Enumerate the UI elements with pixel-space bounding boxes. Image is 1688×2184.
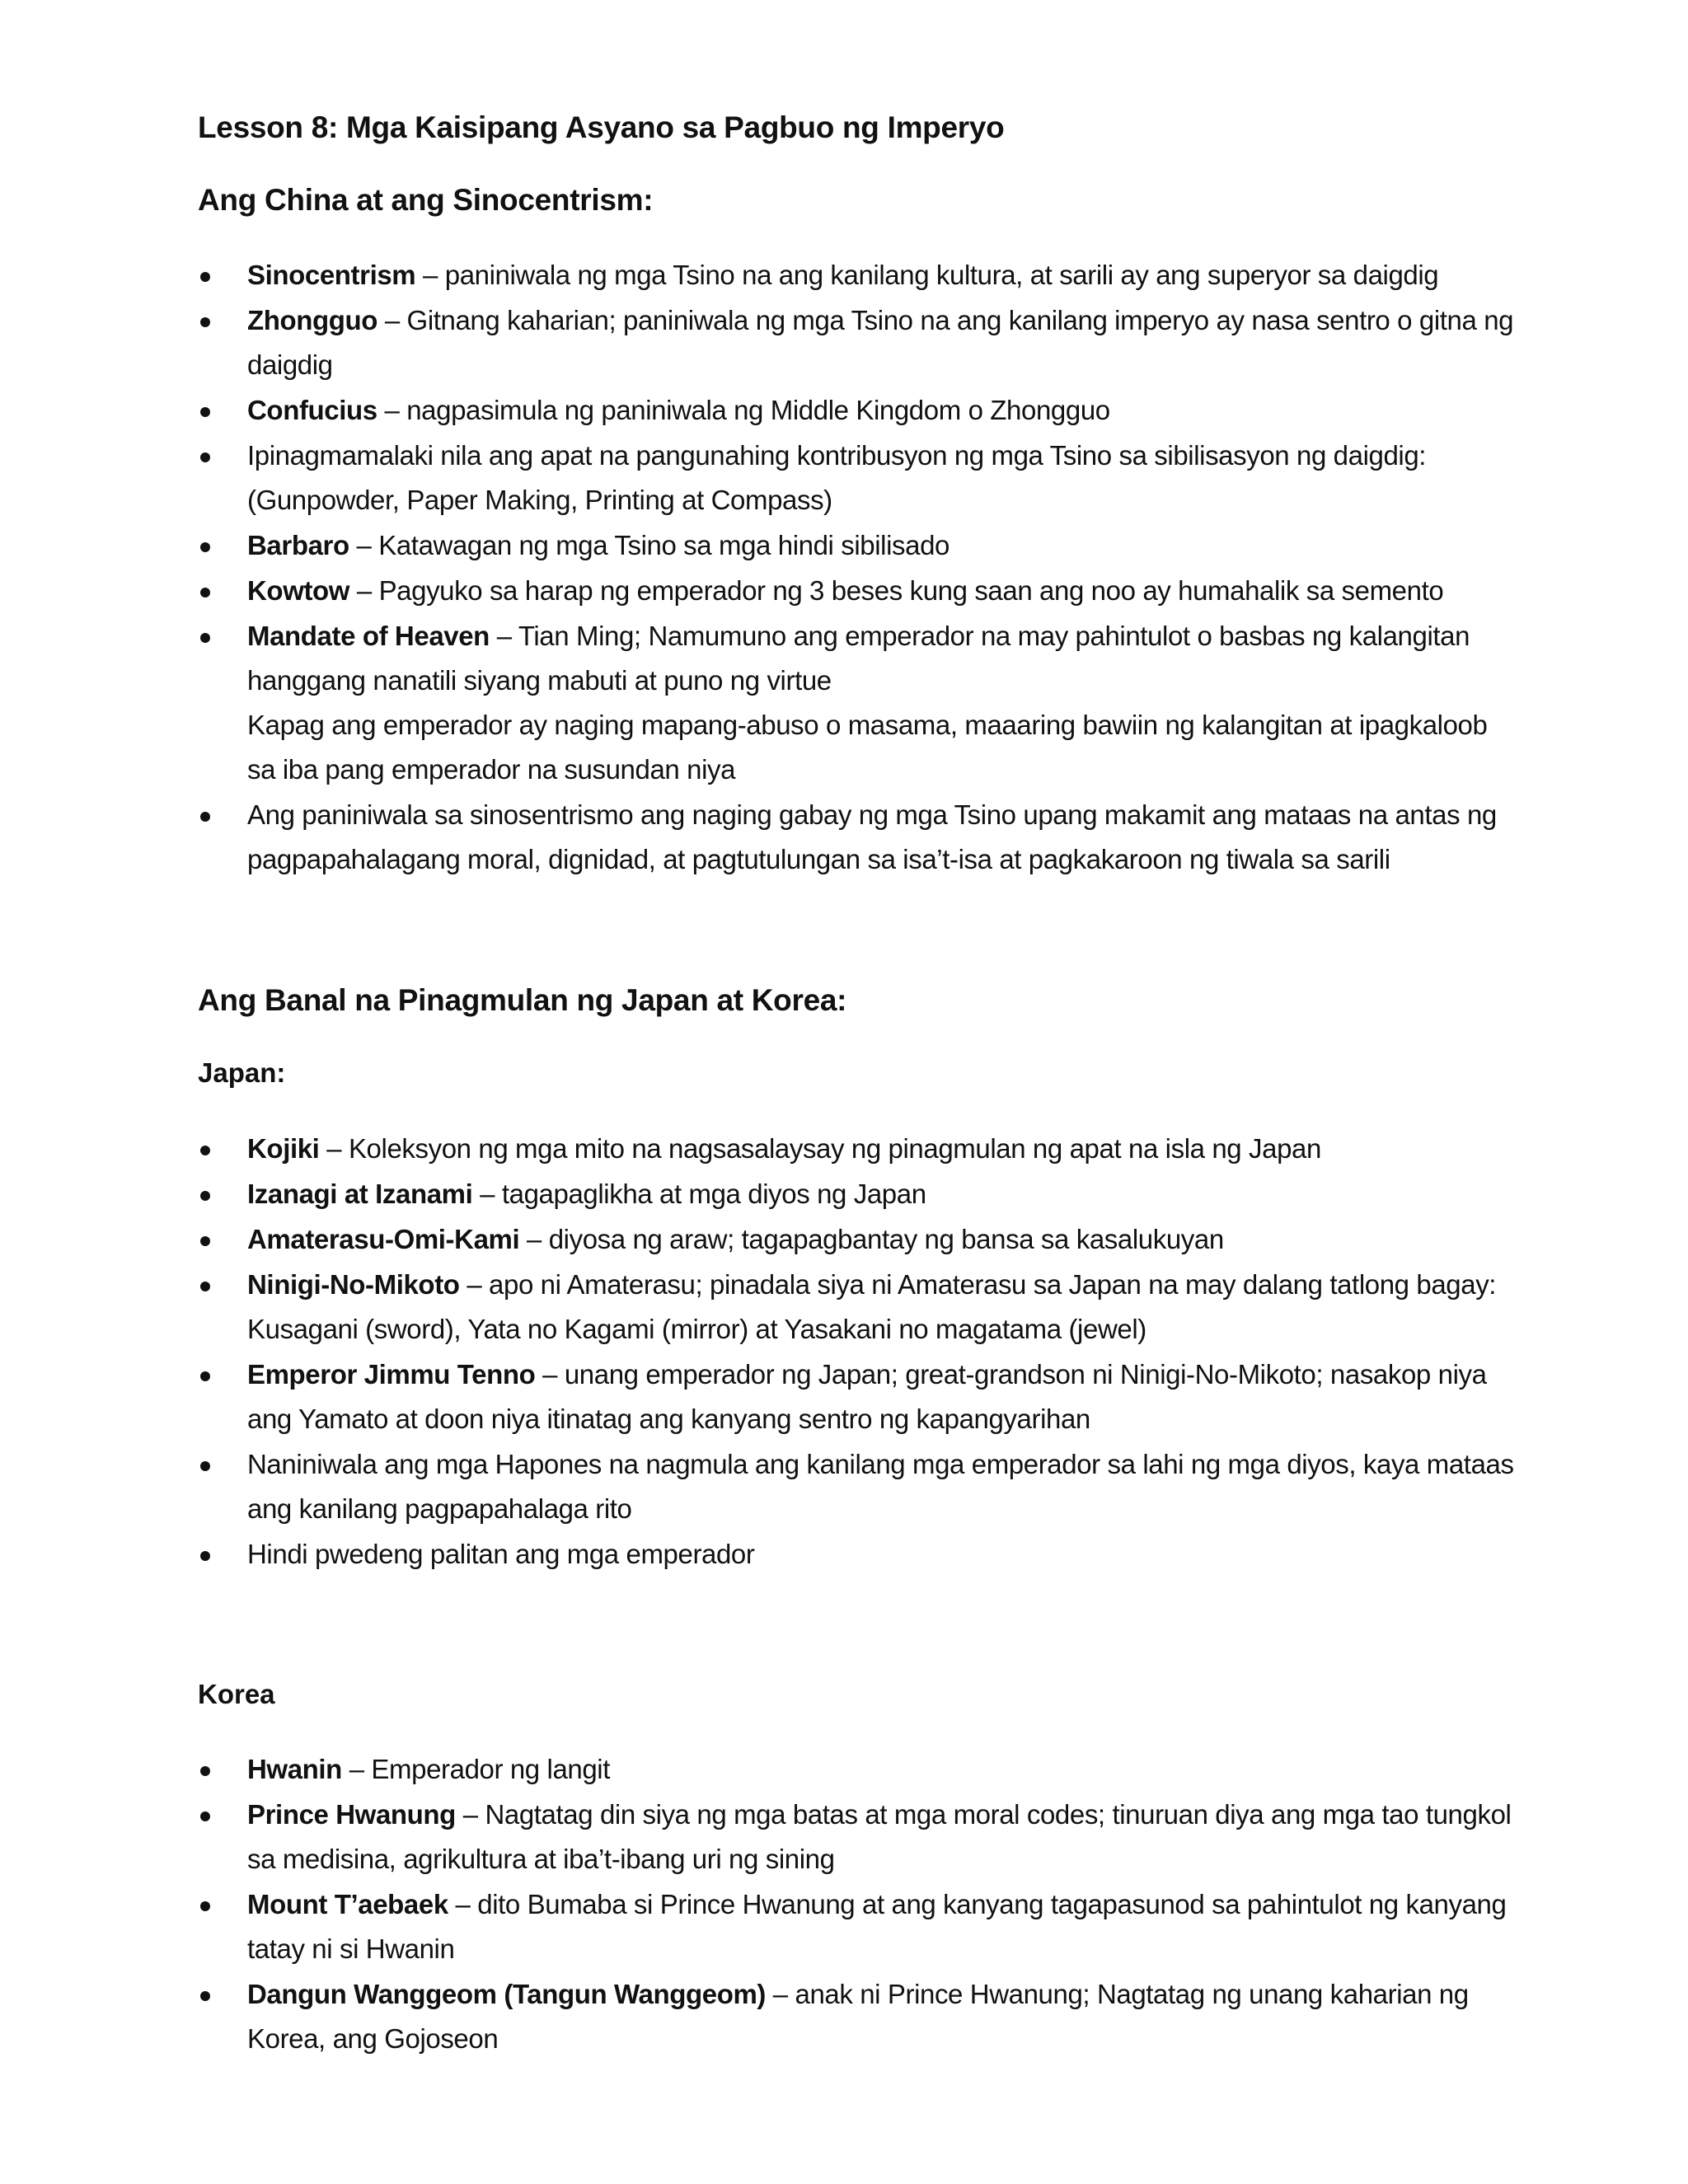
bullet-icon: [200, 1371, 210, 1381]
list-item-term: Mount T’aebaek: [247, 1889, 448, 1919]
list-item-text: Hindi pwedeng palitan ang mga emperador: [247, 1539, 755, 1569]
list-item-term: Mandate of Heaven: [247, 621, 490, 651]
lesson-title: Lesson 8: Mga Kaisipang Asyano sa Pagbuo ng Imperyo: [198, 110, 1005, 144]
japan-korea-section-heading: Ang Banal na Pinagmulan ng Japan at Korea:: [198, 983, 847, 1017]
bullet-icon: [200, 1282, 210, 1291]
list-item-text: Ipinagmamalaki nila ang apat na pangunahing kontribusyon ng mga Tsino sa sibilisasyon ng daigdig: (Gunpowder, Paper Making, Printing at Compass): [247, 440, 1427, 515]
list-item-text: – Emperador ng langit: [341, 1754, 611, 1784]
list-item: [198, 614, 1517, 792]
list-item-text: – paniniwala ng mga Tsino na ang kanilang kultura, at sarili ay ang superyor sa daigdig: [415, 260, 1439, 290]
list-item-term: Dangun Wanggeom (Tangun Wanggeom): [247, 1979, 766, 2009]
document-page: [198, 0, 1517, 2184]
list-item-text: Ang paniniwala sa sinosentrismo ang naging gabay ng mga Tsino upang makamit ang mataas na antas ng pagpapahalagang moral, dignidad, at pagtutulungan sa isa’t-isa at pagkakaroon ng tiwala sa sarili: [247, 799, 1497, 874]
list-item: [198, 298, 1517, 387]
list-item-term: Amaterasu-Omi-Kami: [247, 1224, 520, 1254]
list-item-term: Prince Hwanung: [247, 1799, 456, 1830]
list-item-text: – Tian Ming; Namumuno ang emperador na may pahintulot o basbas ng kalangitan hanggang nanatili siyang mabuti at puno ng virtue: [247, 621, 1470, 696]
bullet-icon: [200, 633, 210, 643]
korea-list: [198, 1747, 1517, 2062]
list-item-term: Hwanin: [247, 1754, 342, 1784]
list-item-term: Zhongguo: [247, 305, 378, 335]
bullet-icon: [200, 542, 210, 552]
list-item-text: – apo ni Amaterasu; pinadala siya ni Amaterasu sa Japan na may dalang tatlong bagay: Kusagani (sword), Yata no Kagami (mirror) at Yasakani no magatama (jewel): [247, 1269, 1497, 1344]
list-item: [198, 523, 1517, 568]
bullet-icon: [200, 317, 210, 327]
list-item: [198, 1882, 1517, 1971]
list-item-term: Kojiki: [247, 1133, 320, 1164]
bullet-icon: [200, 1236, 210, 1246]
list-item: [198, 1442, 1517, 1531]
list-item-text: – diyosa ng araw; tagapagbantay ng bansa sa kasalukuyan: [519, 1224, 1224, 1254]
bullet-icon: [200, 588, 210, 598]
list-item-text: – Katawagan ng mga Tsino sa mga hindi sibilisado: [349, 530, 950, 560]
list-item-continuation: Kapag ang emperador ay naging mapang-abuso o masama, maaaring bawiin ng kalangitan at ipagkaloob sa iba pang emperador na susundan niya: [247, 710, 1488, 785]
list-item: [198, 1793, 1517, 1882]
bullet-icon: [200, 407, 210, 417]
china-section-heading: Ang China at ang Sinocentrism:: [198, 183, 654, 217]
korea-heading: Korea: [198, 1679, 275, 1709]
bullet-icon: [200, 1191, 210, 1201]
list-item: [198, 434, 1517, 523]
list-item-term: Emperor Jimmu Tenno: [247, 1359, 536, 1390]
list-item-term: Confucius: [247, 395, 377, 425]
list-item: [198, 1217, 1517, 1262]
bullet-icon: [200, 1811, 210, 1821]
list-item-term: Ninigi-No-Mikoto: [247, 1269, 460, 1300]
bullet-icon: [200, 452, 210, 462]
list-item: [198, 1972, 1517, 2061]
list-item: [198, 793, 1517, 882]
list-item-term: Barbaro: [247, 530, 349, 560]
list-item-text: – Pagyuko sa harap ng emperador ng 3 beses kung saan ang noo ay humahalik sa semento: [349, 575, 1444, 606]
list-item-text: – nagpasimula ng paniniwala ng Middle Kingdom o Zhongguo: [377, 395, 1110, 425]
list-item-term: Sinocentrism: [247, 260, 416, 290]
bullet-icon: [200, 1901, 210, 1911]
japan-heading: Japan:: [198, 1057, 286, 1088]
list-item-text: – tagapaglikha at mga diyos ng Japan: [472, 1179, 926, 1209]
list-item: [198, 569, 1517, 613]
list-item-text: – dito Bumaba si Prince Hwanung at ang kanyang tagapasunod sa pahintulot ng kanyang tatay ni si Hwanin: [247, 1889, 1507, 1964]
list-item-text: – unang emperador ng Japan; great-grandson ni Ninigi-No-Mikoto; nasakop niya ang Yamato at doon niya itinatag ang kanyang sentro ng kapangyarihan: [247, 1359, 1487, 1434]
list-item-term: Izanagi at Izanami: [247, 1179, 473, 1209]
list-item-text: – anak ni Prince Hwanung; Nagtatag ng unang kaharian ng Korea, ang Gojoseon: [247, 1979, 1469, 2054]
list-item: [198, 1263, 1517, 1352]
list-item: [198, 1532, 1517, 1577]
list-item-term: Kowtow: [247, 575, 350, 606]
list-item-text: – Gitnang kaharian; paniniwala ng mga Tsino na ang kanilang imperyo ay nasa sentro o gitna ng daigdig: [247, 305, 1514, 380]
bullet-icon: [200, 272, 210, 282]
japan-list: [198, 1127, 1517, 1577]
bullet-icon: [200, 1551, 210, 1561]
list-item: [198, 1747, 1517, 1792]
list-item: [198, 1352, 1517, 1441]
list-item: [198, 1127, 1517, 1171]
list-item: [198, 253, 1517, 298]
bullet-icon: [200, 1766, 210, 1776]
bullet-icon: [200, 1146, 210, 1155]
list-item: [198, 388, 1517, 433]
list-item-text: Naniniwala ang mga Hapones na nagmula ang kanilang mga emperador sa lahi ng mga diyos, kaya mataas ang kanilang pagpapahalaga rito: [247, 1449, 1514, 1524]
list-item-text: – Koleksyon ng mga mito na nagsasalaysay ng pinagmulan ng apat na isla ng Japan: [319, 1133, 1321, 1164]
list-item: [198, 1172, 1517, 1216]
china-list: [198, 253, 1517, 883]
list-item-text: – Nagtatag din siya ng mga batas at mga moral codes; tinuruan diya ang mga tao tungkol sa medisina, agrikultura at iba’t-ibang uri ng sining: [247, 1799, 1512, 1874]
bullet-icon: [200, 1461, 210, 1471]
bullet-icon: [200, 812, 210, 822]
bullet-icon: [200, 1991, 210, 2001]
